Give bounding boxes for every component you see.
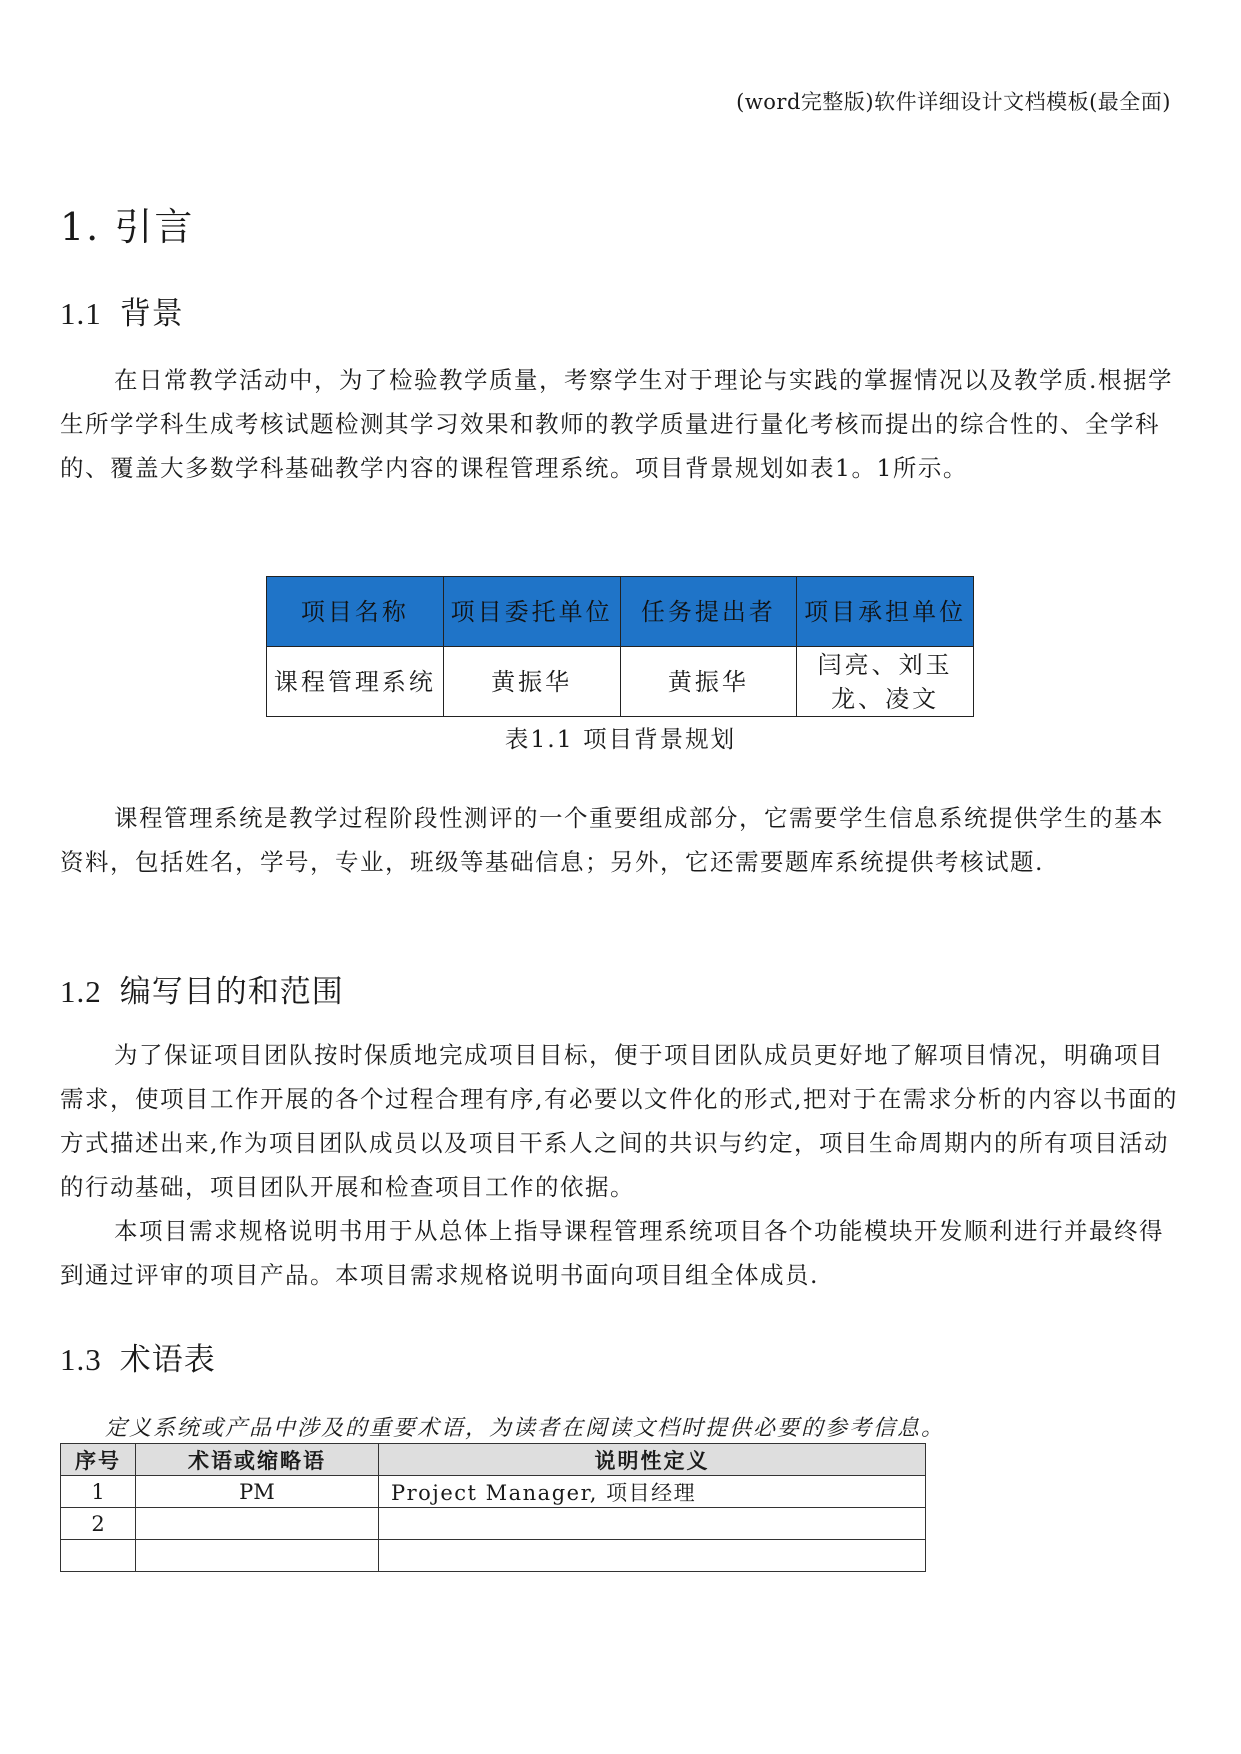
glossary-table [60,1443,926,1572]
section-number: 1.3 [60,1342,102,1377]
paragraph-text: 为了保证项目团队按时保质地完成项目目标，便于项目团队成员更好地了解项目情况，明确项目需求，使项目工作开展的各个过程合理有序,有必要以文件化的形式,把对于在需求分析的内容以书面的方式描述出来,作为项目团队成员以及项目干系人之间的共识与约定，项目生命周期内的所有项目活动的行动基础，项目团队开展和检查项目工作的依据。 [60,1041,1178,1201]
table-row [267,647,974,717]
section-1-2-heading [60,966,344,1011]
table-header-row [267,577,974,647]
table-cell: 1 [61,1476,136,1508]
glossary-note: 定义系统或产品中涉及的重要术语，为读者在阅读文档时提供必要的参考信息。 [105,1416,946,1441]
table-cell [136,1540,379,1572]
table-row [61,1508,926,1540]
header-cell: 说明性定义 [379,1444,926,1476]
table-cell [379,1540,926,1572]
section-title: 术语表 [119,1342,216,1378]
purpose-paragraphs [60,1033,1185,1297]
paragraph-text: 课程管理系统是教学过程阶段性测评的一个重要组成部分，它需要学生信息系统提供学生的基本资料，包括姓名，学号，专业，班级等基础信息；另外，它还需要题库系统提供考核试题. [60,804,1164,876]
paragraph-text: 本项目需求规格说明书用于从总体上指导课程管理系统项目各个功能模块开发顺利进行并最终得到通过评审的项目产品。本项目需求规格说明书面向项目组全体成员. [60,1217,1164,1289]
header-cell: 项目承担单位 [797,577,974,647]
section-title: 编写目的和范围 [119,974,344,1010]
table-row [61,1540,926,1572]
table-cell: Project Manager, 项目经理 [379,1476,926,1508]
table-cell: PM [136,1476,379,1508]
section-1-1-heading [60,288,184,333]
section-1-heading: 1. 引言 [60,205,195,249]
paragraph-text: 在日常教学活动中，为了检验教学质量，考察学生对于理论与实践的掌握情况以及教学质.根据学生所学学科生成考核试题检测其学习效果和教师的教学质量进行量化考核而提出的综合性的、全学科的、覆盖大多数学科基础教学内容的课程管理系统。项目背景规划如表1。1所示。 [60,366,1173,482]
system-description-paragraph [60,796,1185,884]
header-cell: 任务提出者 [620,577,797,647]
page-header: (word完整版)软件详细设计文档模板(最全面) [736,90,1171,114]
table-cell: 黄振华 [443,647,620,717]
header-cell: 序号 [61,1444,136,1476]
table-cell: 课程管理系统 [267,647,444,717]
header-cell: 项目名称 [267,577,444,647]
section-number: 1.1 [60,296,102,331]
table-cell: 2 [61,1508,136,1540]
background-paragraph [60,358,1185,490]
section-1-3-heading [60,1334,216,1379]
header-cell: 术语或缩略语 [136,1444,379,1476]
project-background-table [266,576,974,717]
table-cell [379,1508,926,1540]
table-row [61,1476,926,1508]
table-cell: 闫亮、刘玉龙、凌文 [797,647,974,717]
table-header-row [61,1444,926,1476]
header-cell: 项目委托单位 [443,577,620,647]
table-cell: 黄振华 [620,647,797,717]
section-number: 1.2 [60,974,102,1009]
table-caption: 表1.1 项目背景规划 [504,725,737,753]
section-title: 背景 [119,296,184,332]
table-cell [136,1508,379,1540]
table-cell [61,1540,136,1572]
